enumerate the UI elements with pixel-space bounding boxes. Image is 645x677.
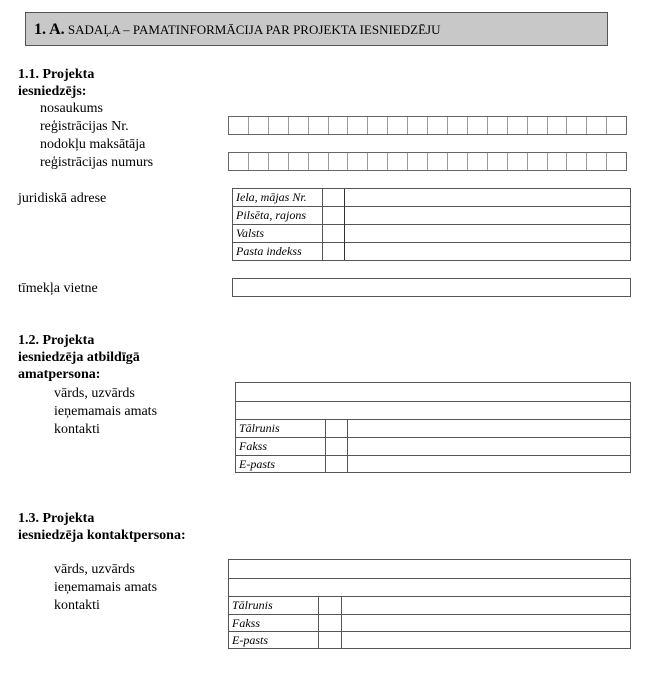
address-street-label: Iela, mājas Nr.	[236, 190, 307, 204]
address-label: juridiskā adrese	[18, 191, 107, 206]
s13-name-label: vārds, uzvārds	[54, 562, 135, 577]
address-postcode-label: Pasta indekss	[236, 244, 302, 258]
tax-reg-no-input[interactable]	[228, 152, 627, 171]
s12-contacts-label: kontakti	[54, 422, 100, 437]
s13-heading-line1: 1.3. Projekta	[18, 511, 95, 526]
s13-heading	[18, 510, 186, 544]
address-table	[232, 188, 631, 261]
section-number: 1. A.	[34, 21, 65, 38]
section-header	[25, 12, 608, 46]
s11-tax-label-line2: reģistrācijas numurs	[40, 155, 154, 170]
website-label: tīmekļa vietne	[18, 281, 98, 296]
address-country-label: Valsts	[236, 226, 265, 240]
section-title: SADAĻA – PAMATINFORMĀCIJA PAR PROJEKTA IESNIEDZĒJU	[67, 22, 441, 37]
s13-table	[228, 559, 631, 649]
s12-heading-line3: amatpersona:	[18, 367, 101, 382]
s13-email-label: E-pasts	[232, 633, 268, 647]
s11-tax-label-line1: nodokļu maksātāja	[40, 137, 146, 152]
s11-reg-no-label: reģistrācijas Nr.	[40, 119, 129, 134]
s12-table	[235, 382, 631, 473]
s12-fax-label: Fakss	[239, 439, 267, 453]
s11-heading-line1: 1.1. Projekta	[18, 67, 95, 82]
website-input[interactable]	[232, 278, 631, 297]
s12-name-label: vārds, uzvārds	[54, 386, 135, 401]
address-city-label: Pilsēta, rajons	[236, 208, 307, 222]
s13-phone-label: Tālrunis	[232, 598, 273, 612]
s12-heading-line2: iesniedzēja atbildīgā	[18, 350, 140, 365]
s11-heading	[18, 66, 94, 100]
reg-no-input[interactable]	[228, 116, 627, 135]
s11-name-label: nosaukums	[40, 101, 103, 116]
s12-email-label: E-pasts	[239, 457, 275, 471]
s13-contacts-label: kontakti	[54, 598, 100, 613]
s11-heading-line2: iesniedzējs:	[18, 84, 87, 99]
s12-heading	[18, 332, 140, 383]
s12-heading-line1: 1.2. Projekta	[18, 333, 95, 348]
s13-fax-label: Fakss	[232, 616, 260, 630]
s13-heading-line2: iesniedzēja kontaktpersona:	[18, 528, 186, 543]
s12-position-label: ieņemamais amats	[54, 404, 158, 419]
s12-phone-label: Tālrunis	[239, 421, 280, 435]
s13-position-label: ieņemamais amats	[54, 580, 158, 595]
